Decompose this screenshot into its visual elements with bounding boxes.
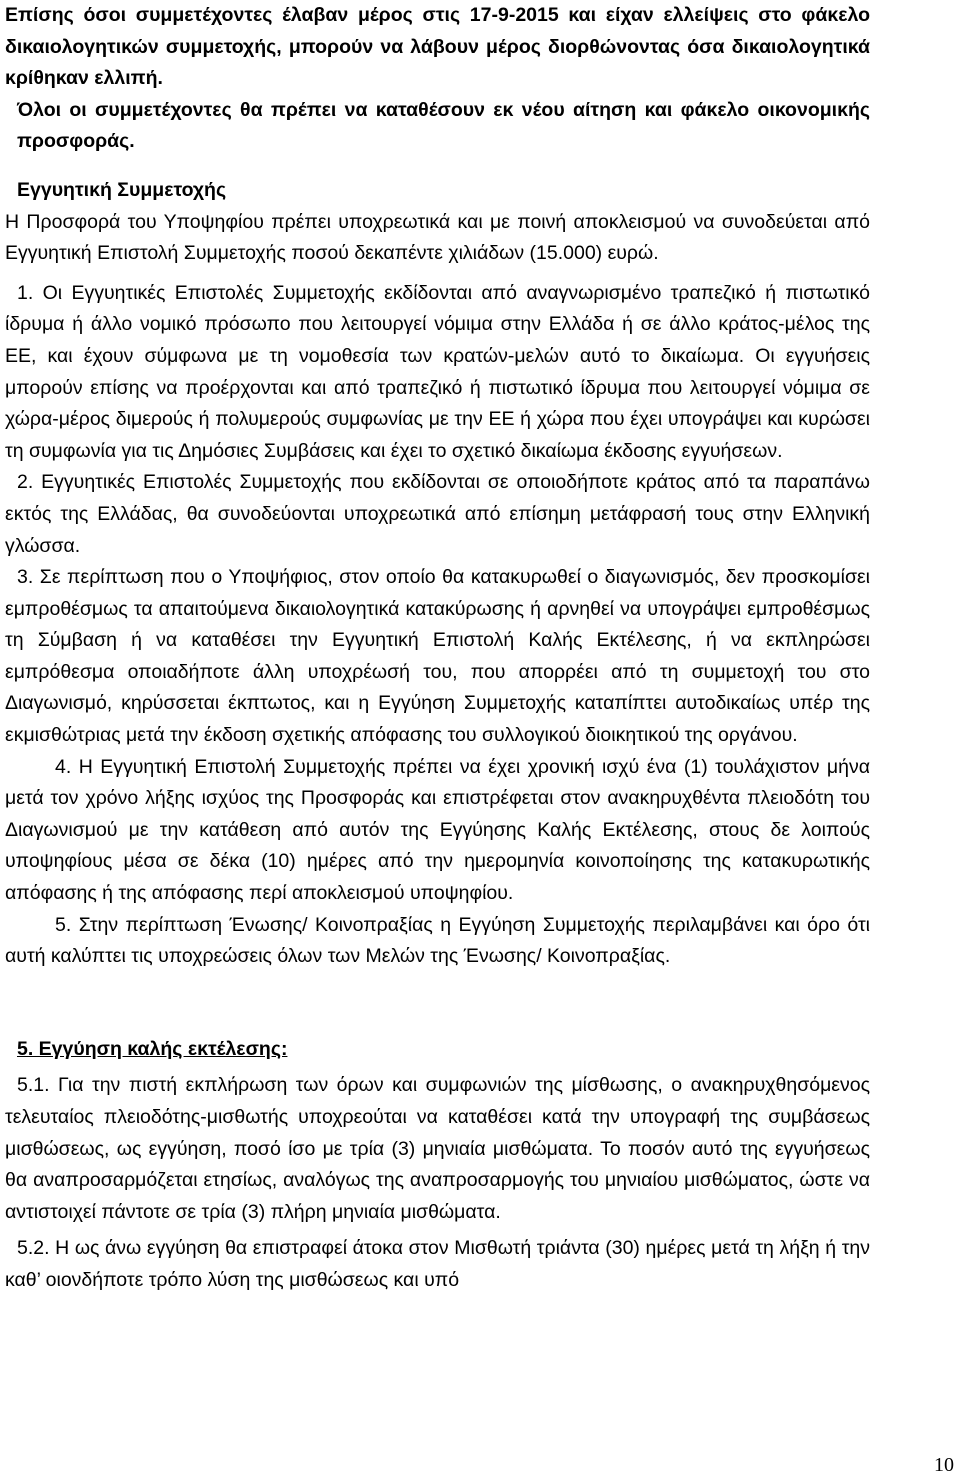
section-title-guarantee-participation: Εγγυητική Συμμετοχής — [17, 178, 227, 201]
performance-item-2: 5.2. Η ως άνω εγγύηση θα επιστραφεί άτοκα στον Μισθωτή τριάντα (30) ημέρες μετά τη λήξη ή την καθ’ οιονδήποτε τρόπο λύση της μισθώσεως και υπό — [5, 1237, 870, 1291]
performance-item-1: 5.1. Για την πιστή εκπλήρωση των όρων και συμφωνιών της μίσθωσης, ο ανακηρυχθησόμενος τελευταίος πλειοδότης-μισθωτής υποχρεούται να καταθέσει κατά την υπογραφή της συμβάσεως μισθώσεως, ως εγγύηση, ποσό ίσο με τρία (3) μηνιαία μισθώματα. Το ποσόν αυτό της εγγυήσεως θα αναπροσαρμόζεται ετησίως, αναλόγως της αναπροσαρμογής του μηνιαίου μισθώματος, ώστε να αντιστοιχεί πάντοτε σε τρία (3) πλήρη μηνιαία μισθώματα. — [5, 1074, 870, 1223]
guarantee-item-1: 1. Οι Εγγυητικές Επιστολές Συμμετοχής εκδίδονται από αναγνωρισμένο τραπεζικό ή πιστωτικό ίδρυμα ή άλλο νομικό πρόσωπο που λειτουργεί νόμιμα στην Ελλάδα ή σε άλλο κράτος-μέλος της ΕΕ, και έχουν σύμφωνα με τη νομοθεσία των κρατών-μελών αυτό το δικαίωμα. Οι εγγυήσεις μπορούν επίσης να προέρχονται και από τραπεζικό ή πιστωτικό ίδρυμα που λειτουργεί νόμιμα σε χώρα-μέρος διμερούς ή πολυμερούς συμφωνίας με την ΕΕ ή χώρα που έχει υπογράψει και κυρώσει τη συμφωνία για τις Δημόσιες Συμβάσεις και έχει το σχετικό δικαίωμα έκδοσης εγγυήσεων. — [5, 281, 870, 462]
intro-paragraph-2: Όλοι οι συμμετέχοντες θα πρέπει να καταθέσουν εκ νέου αίτηση και φάκελο οικονομικής προσφοράς. — [17, 98, 870, 153]
document-body — [5, 0, 870, 1297]
page-number: 10 — [934, 1454, 954, 1476]
intro-paragraph-1: Επίσης όσοι συμμετέχοντες έλαβαν μέρος στις 17-9-2015 και είχαν ελλείψεις στο φάκελο δικαιολογητικών συμμετοχής, μπορούν να λάβουν μέρος διορθώνοντας όσα δικαιολογητικά κρίθηκαν ελλιπή. — [5, 4, 870, 90]
guarantee-item-4: 4. Η Εγγυητική Επιστολή Συμμετοχής πρέπει να έχει χρονική ισχύ ένα (1) τουλάχιστον μήνα μετά τον χρόνο λήξης ισχύος της Προσφοράς και επιστρέφεται στον ανακηρυχθέντα πλειοδότη του Διαγωνισμού με την κατάθεση από αυτόν της Εγγύησης Καλής Εκτέλεσης, στους δε λοιπούς υποψηφίους μέσα σε δέκα (10) ημέρες από την ημερομηνία κοινοποίησης της κατακυρωτικής απόφασης ή της απόφασης περί αποκλεισμού υποψηφίου. — [5, 755, 870, 905]
guarantee-participation-text: Η Προσφορά του Υποψηφίου πρέπει υποχρεωτικά και με ποινή αποκλεισμού να συνοδεύεται από Εγγυητική Επιστολή Συμμετοχής ποσού δεκαπέντε χιλιάδων (15.000) ευρώ. — [5, 210, 870, 265]
guarantee-item-2: 2. Εγγυητικές Επιστολές Συμμετοχής που εκδίδονται σε οποιοδήποτε κράτος από τα παραπάνω εκτός της Ελλάδας, θα συνοδεύονται υποχρεωτικά από επίσημη μετάφρασή τους στην Ελληνική γλώσσα. — [5, 471, 870, 557]
guarantee-item-3: 3. Σε περίπτωση που ο Υποψήφιος, στον οποίο θα κατακυρωθεί ο διαγωνισμός, δεν προσκομίσει εμπροθέσμως τα απαιτούμενα δικαιολογητικά κατακύρωσης ή αρνηθεί να υπογράψει εμπροθέσμως τη Σύμβαση ή να καταθέσει την Εγγυητική Επιστολή Καλής Εκτέλεσης, ή να εκπληρώσει εμπρόθεσμα οποιαδήποτε άλλη υποχρέωσή του, που απορρέει από τη συμμετοχή του στο Διαγωνισμό, κηρύσσεται έκπτωτος, και η Εγγύηση Συμμετοχής καταπίπτει αυτοδικαίως υπέρ της εκμισθώτριας μετά την έκδοση σχετικής απόφασης του συλλογικού διοικητικού της οργάνου. — [5, 566, 870, 747]
guarantee-item-5: 5. Στην περίπτωση Ένωσης/ Κοινοπραξίας η Εγγύηση Συμμετοχής περιλαμβάνει και όρο ότι αυτή καλύπτει τις υποχρεώσεις όλων των Μελών της Ένωσης/ Κοινοπραξίας. — [5, 913, 870, 968]
section-title-performance-guarantee: 5. Εγγύηση καλής εκτέλεσης: — [17, 1037, 288, 1060]
